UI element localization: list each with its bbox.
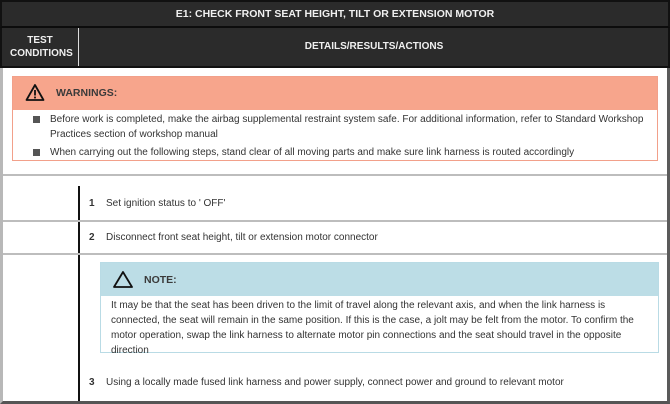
note-header: [101, 263, 658, 296]
warning-triangle-icon: [25, 83, 45, 102]
note-text: It may be that the seat has been driven to the limit of travel along the relevant axis, and when the link harness is connected, the seat will remain in the same position. If this is the case, a jolt may be felt from the motor. To confirm the motor operation, swap the link harness to alternate motor pin connections and the seat should travel in the opposite direction: [111, 300, 634, 356]
column-header-row: [0, 28, 670, 68]
step-number: 1: [89, 198, 95, 209]
test-conditions-cell: [3, 255, 78, 401]
details-cell: [78, 222, 667, 253]
step-1: [89, 198, 225, 209]
bullet-square-icon: [33, 149, 40, 156]
note-title: NOTE:: [144, 274, 177, 286]
page-title: E1: CHECK FRONT SEAT HEIGHT, TILT OR EXTENSION MOTOR: [0, 0, 670, 28]
warnings-title: WARNINGS:: [56, 87, 118, 99]
warning-item-text: Before work is completed, make the airbag supplemental restraint system safe. For additional information, refer to Standard Workshop Practices section of workshop manual: [50, 114, 644, 140]
table-row: [3, 186, 667, 222]
step-text: Disconnect front seat height, tilt or extension motor connector: [106, 232, 378, 243]
bullet-square-icon: [33, 116, 40, 123]
note-triangle-icon: [112, 270, 134, 289]
test-conditions-cell: [3, 186, 78, 220]
warnings-section: [3, 68, 667, 176]
step-3: [89, 377, 564, 388]
column-header-test-conditions: [2, 28, 79, 66]
table-row: [3, 222, 667, 255]
column-header-test-conditions-label: TEST CONDITIONS: [10, 35, 73, 59]
warnings-list: [13, 110, 657, 161]
warning-item-text: When carrying out the following steps, stand clear of all moving parts and make sure link harness is routed accordingly: [50, 147, 575, 158]
details-cell: [78, 186, 667, 220]
warnings-header: [13, 77, 657, 110]
test-conditions-cell: [3, 222, 78, 253]
note-box: [100, 262, 659, 356]
warning-item: [33, 113, 649, 142]
column-header-details: DETAILS/RESULTS/ACTIONS: [304, 41, 444, 52]
warning-item: [33, 146, 649, 161]
step-number: 2: [89, 232, 95, 243]
step-2: [89, 232, 378, 243]
table-row: [3, 255, 667, 401]
details-cell: [78, 255, 667, 401]
warnings-box: [12, 76, 658, 161]
step-text: Set ignition status to ' OFF': [106, 198, 226, 209]
step-text: Using a locally made fused link harness and power supply, connect power and ground to relevant motor: [106, 377, 564, 388]
step-number: 3: [89, 377, 95, 388]
